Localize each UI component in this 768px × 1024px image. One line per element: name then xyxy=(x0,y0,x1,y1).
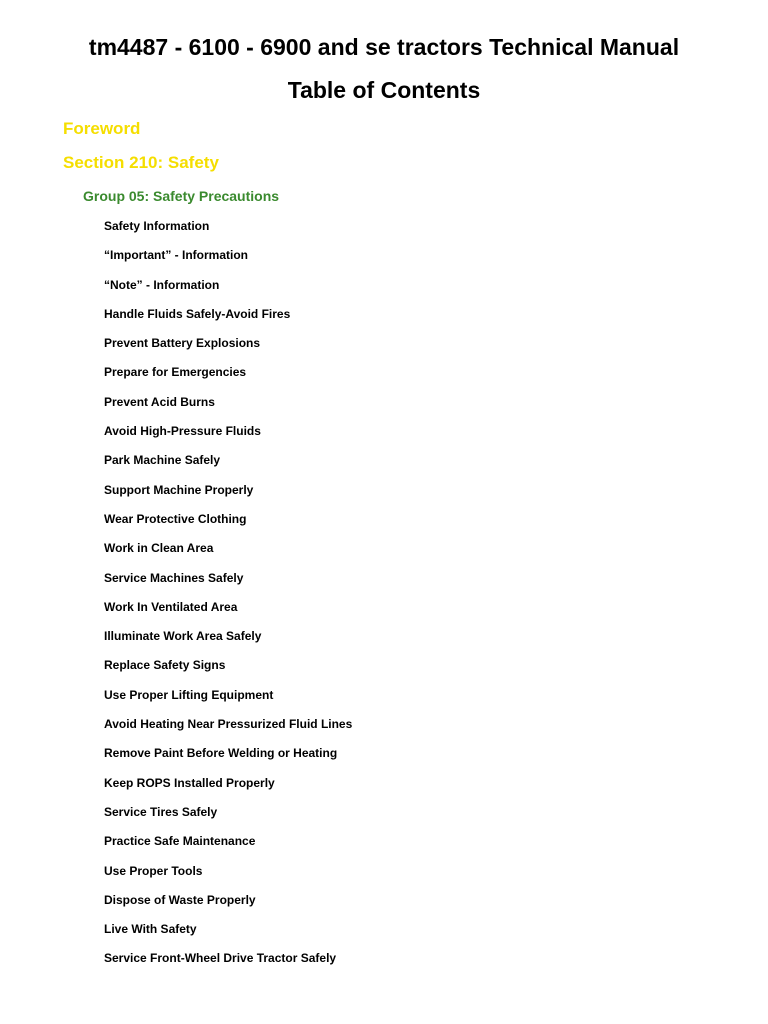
document-title: tm4487 - 6100 - 6900 and se tractors Technical Manual xyxy=(88,34,680,60)
toc-item-link[interactable]: Practice Safe Maintenance xyxy=(104,834,256,849)
toc-item-link[interactable]: Work In Ventilated Area xyxy=(104,599,238,614)
toc-item-link[interactable]: Illuminate Work Area Safely xyxy=(104,629,262,644)
toc-item-link[interactable]: Remove Paint Before Welding or Heating xyxy=(104,746,338,761)
toc-item-link[interactable]: Replace Safety Signs xyxy=(104,658,226,673)
toc-item-link[interactable]: Support Machine Properly xyxy=(104,482,254,497)
toc-group-link[interactable]: Group 05: Safety Precautions xyxy=(83,188,280,204)
toc-item-link[interactable]: Prepare for Emergencies xyxy=(104,365,247,380)
toc-item-link[interactable]: Use Proper Tools xyxy=(104,863,203,878)
toc-item-link[interactable]: Work in Clean Area xyxy=(104,541,214,556)
toc-item-link[interactable]: “Important” - Information xyxy=(104,248,248,263)
toc-item-link[interactable]: Dispose of Waste Properly xyxy=(104,892,256,907)
toc-list xyxy=(104,218,352,980)
toc-item-link[interactable]: Handle Fluids Safely-Avoid Fires xyxy=(104,306,291,321)
toc-item-link[interactable]: Avoid Heating Near Pressurized Fluid Lines xyxy=(104,717,353,732)
toc-foreword-link[interactable]: Foreword xyxy=(63,119,141,138)
toc-item-link[interactable]: Avoid High-Pressure Fluids xyxy=(104,424,261,439)
toc-item-link[interactable]: Service Machines Safely xyxy=(104,570,244,585)
toc-item-link[interactable]: Service Front-Wheel Drive Tractor Safely xyxy=(104,951,337,966)
toc-heading: Table of Contents xyxy=(287,77,481,103)
toc-item-link[interactable]: Live With Safety xyxy=(104,922,197,937)
toc-item-link[interactable]: Wear Protective Clothing xyxy=(104,511,247,526)
toc-item-link[interactable]: Safety Information xyxy=(104,219,210,233)
toc-item-link[interactable]: Park Machine Safely xyxy=(104,453,221,468)
toc-item-link[interactable]: Prevent Acid Burns xyxy=(104,394,215,409)
toc-item-link[interactable]: Prevent Battery Explosions xyxy=(104,336,261,351)
toc-item-link[interactable]: Use Proper Lifting Equipment xyxy=(104,687,274,702)
toc-item-link[interactable]: Service Tires Safely xyxy=(104,804,218,819)
toc-item-link[interactable]: Keep ROPS Installed Properly xyxy=(104,775,275,790)
toc-item-link[interactable]: “Note” - Information xyxy=(104,277,220,292)
toc-section-link[interactable]: Section 210: Safety xyxy=(63,153,219,172)
